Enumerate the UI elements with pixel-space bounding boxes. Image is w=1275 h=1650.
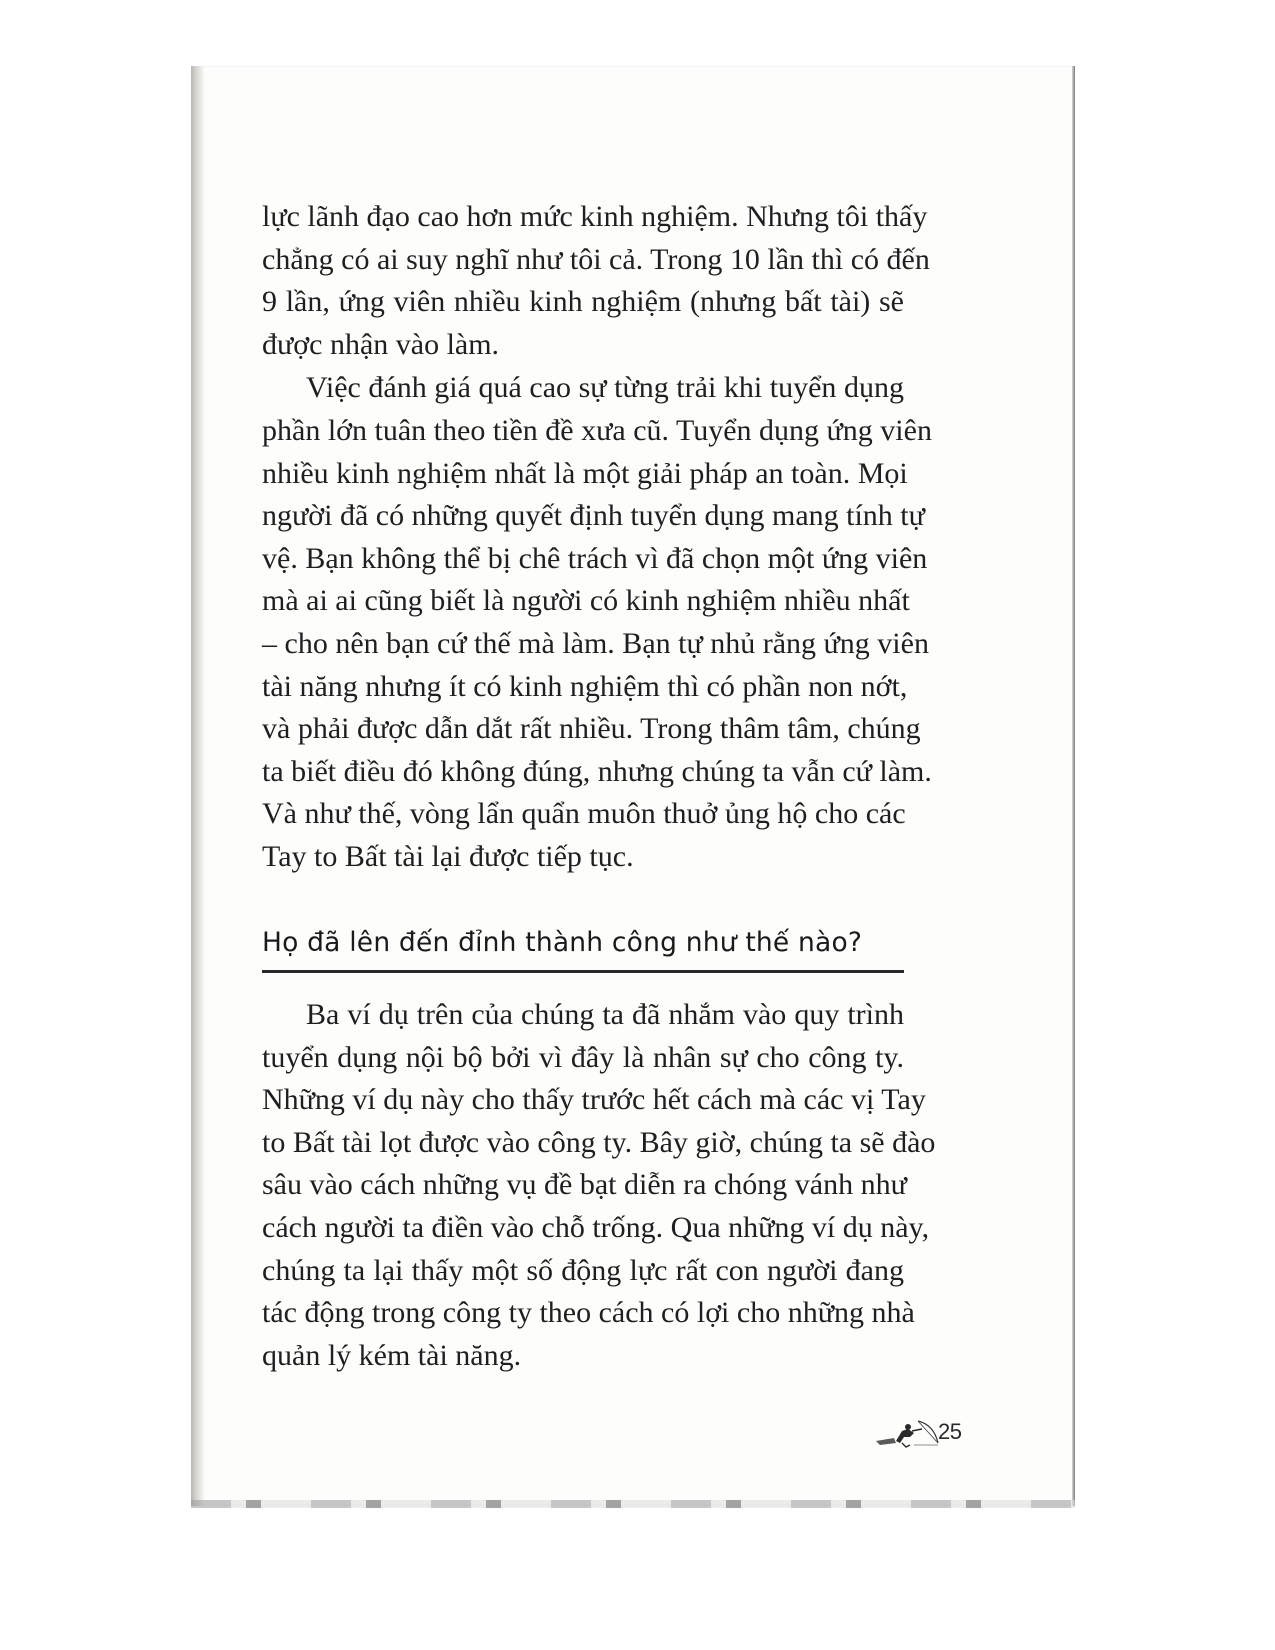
text-line: tài năng nhưng ít có kinh nghiệm thì có phần non nớt, — [262, 669, 908, 703]
text-line: Việc đánh giá quá cao sự từng trải khi tuyển dụng — [306, 371, 904, 405]
paragraph — [262, 367, 932, 878]
text-line: mà ai ai cũng biết là người có kinh nghiệm nhiều nhất — [262, 584, 910, 618]
text-line: ta biết điều đó không đúng, nhưng chúng ta vẫn cứ làm. — [262, 754, 932, 788]
archer-figure-icon — [868, 1419, 940, 1449]
text-line: sâu vào cách những vụ đề bạt diễn ra chóng vánh như — [262, 1168, 907, 1202]
paragraph — [262, 196, 930, 366]
text-line: Tay to Bất tài lại được tiếp tục. — [262, 839, 634, 873]
heading-underline-rule — [262, 970, 904, 973]
text-line: Và như thế, vòng lẩn quẩn muôn thuở ủng hộ cho các — [262, 797, 906, 831]
text-line: tuyển dụng nội bộ bởi vì đây là nhân sự cho công ty. — [262, 1040, 904, 1074]
text-line: và phải được dẫn dắt rất nhiều. Trong thâm tâm, chúng — [262, 712, 921, 746]
text-line: được nhận vào làm. — [262, 327, 500, 361]
text-line: chúng ta lại thấy một số động lực rất con người đang — [262, 1253, 904, 1287]
text-line: vệ. Bạn không thể bị chê trách vì đã chọn một ứng viên — [262, 541, 928, 575]
text-line: Những ví dụ này cho thấy trước hết cách mà các vị Tay — [262, 1083, 926, 1117]
section-heading: Họ đã lên đến đỉnh thành công như thế nào? — [262, 927, 863, 958]
text-line: lực lãnh đạo cao hơn mức kinh nghiệm. Nhưng tôi thấy — [262, 200, 928, 233]
spine-shadow — [191, 66, 205, 1506]
text-line: to Bất tài lọt được vào công ty. Bây giờ, chúng ta sẽ đào — [262, 1125, 936, 1159]
text-line: phần lớn tuân theo tiền đề xưa cũ. Tuyển dụng ứng viên — [262, 413, 932, 447]
page-right-edge — [1072, 66, 1075, 1506]
text-line: quản lý kém tài năng. — [262, 1338, 522, 1372]
page-bottom-edge — [191, 1500, 1075, 1508]
page-folio — [868, 1417, 968, 1451]
body-text-section-1 — [262, 196, 932, 879]
paragraph — [262, 994, 936, 1377]
text-line: người đã có những quyết định tuyển dụng mang tính tự — [262, 499, 925, 533]
text-line: – cho nên bạn cứ thế mà làm. Bạn tự nhủ rằng ứng viên — [262, 626, 929, 660]
text-line: nhiều kinh nghiệm nhất là một giải pháp an toàn. Mọi — [262, 456, 908, 490]
text-line: Ba ví dụ trên của chúng ta đã nhắm vào quy trình — [306, 998, 904, 1031]
text-line: tác động trong công ty theo cách có lợi cho những nhà — [262, 1296, 915, 1330]
text-line: chẳng có ai suy nghĩ như tôi cả. Trong 10 lần thì có đến — [262, 242, 930, 276]
body-text-section-2 — [262, 994, 936, 1377]
text-line: cách người ta điền vào chỗ trống. Qua những ví dụ này, — [262, 1210, 930, 1244]
text-line: 9 lần, ứng viên nhiều kinh nghiệm (nhưng bất tài) sẽ — [262, 285, 904, 319]
page-number: 25 — [938, 1419, 962, 1444]
